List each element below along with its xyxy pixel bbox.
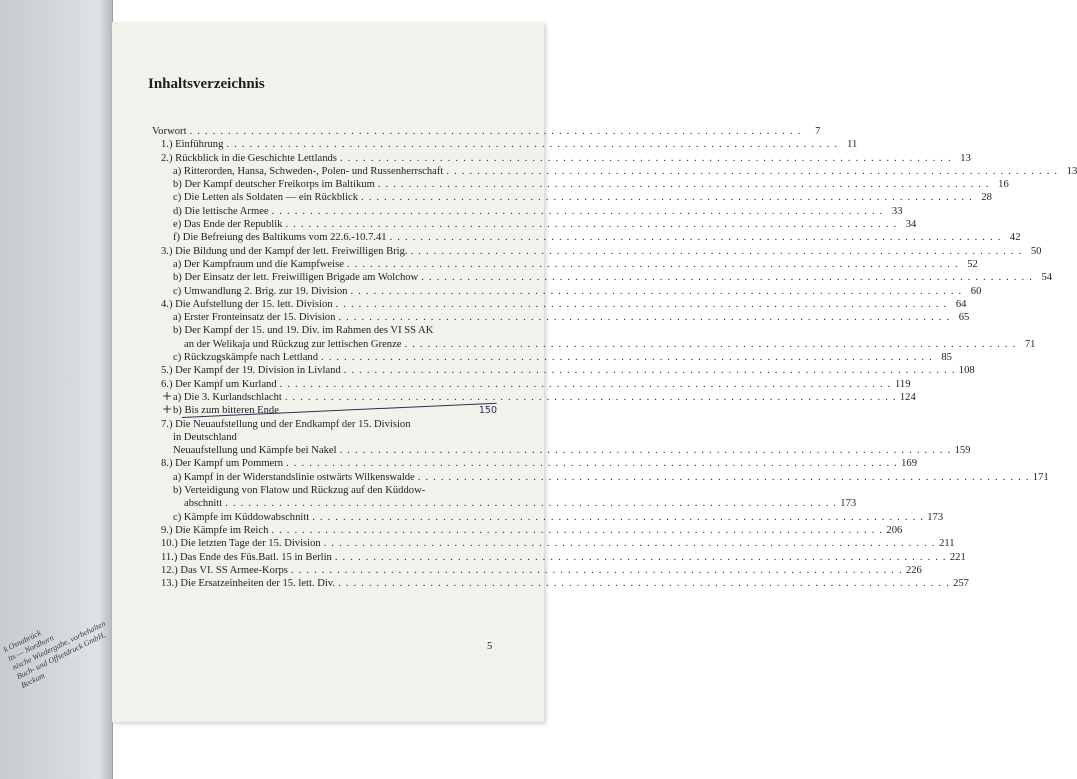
toc-entry-title: 12.) Das VI. SS Armee-Korps xyxy=(161,564,288,576)
toc-page-number: 159 xyxy=(954,445,971,457)
toc-entry xyxy=(152,484,497,497)
toc-page-number: 60 xyxy=(970,285,982,297)
toc-page-number: 13 xyxy=(1066,165,1077,177)
toc-entry-title: 8.) Der Kampf um Pommern xyxy=(161,458,284,470)
toc-entry xyxy=(152,497,857,510)
toc-leader-dots: . . . . . . . . . . . . . . . . . . . . . . . . . . . . . . . . . . . . . . . . . . . . . . . . . . . . . . . . . . . . . . . . . . . . . . . . . . . . . . . . xyxy=(339,445,952,457)
toc-page-number: 173 xyxy=(840,498,857,510)
toc-entry-title: a) Der Kampfraum und die Kampfweise xyxy=(173,258,344,270)
toc-leader-dots: . . . . . . . . . . . . . . . . . . . . . . . . . . . . . . . . . . . . . . . . . . . . . . . . . . . . . . . . . . . . . . . . . . . . . . . . . . . . . . . . xyxy=(339,152,952,164)
toc-entry xyxy=(152,298,967,311)
imprint-text: k Osnabrück its — Nordhorn nische Wiedergabe, vorbehalten Buch- und Offsetdruck GmbH, Beckum xyxy=(2,619,107,691)
toc-page-number: 65 xyxy=(958,312,970,324)
toc-entry-title: 3.) Die Bildung und der Kampf der lett. Freiwilligen Brig. xyxy=(161,245,408,257)
toc-page-number: 173 xyxy=(927,511,944,523)
toc-entry-title: a) Die 3. Kurlandschlacht xyxy=(173,391,282,403)
toc-leader-dots: . . . . . . . . . . . . . . . . . . . . . . . . . . . . . . . . . . . . . . . . . . . . . . . . . . . . . . . . . . . . . . . . . . . . . . . . . . . . . . . . xyxy=(334,551,947,563)
toc-entry-title: an der Welikaja und Rückzug zur lettischen Grenze xyxy=(184,338,402,350)
toc-page-number: 211 xyxy=(939,538,955,550)
toc-leader-dots: . . . . . . . . . . . . . . . . . . . . . . . . . . . . . . . . . . . . . . . . . . . . . . . . . . . . . . . . . . . . . . . . . . . . . . . . . . . . . . . . xyxy=(421,272,1034,284)
toc-entry xyxy=(152,351,952,364)
toc-entry xyxy=(152,378,911,391)
toc-entry xyxy=(152,258,978,271)
toc-leader-dots: . . . . . . . . . . . . . . . . . . . . . . . . . . . . . . . . . . . . . . . . . . . . . . . . . . . . . . . . . . . . . . . . . . . . . . . . . . . . . . . . xyxy=(284,391,897,403)
toc-entry xyxy=(152,231,1021,244)
table-of-contents xyxy=(152,125,1077,590)
toc-entry xyxy=(152,431,497,444)
toc-leader-dots: . . . . . . . . . . . . . . . . . . . . . . . . . . . . . . . . . . . . . . . . . . . . . . . . . . . . . . . . . . . . . . . . . . . . . . . . . . . . . . . . xyxy=(290,564,903,576)
toc-entry-title: d) Die lettische Armee xyxy=(173,205,269,217)
toc-entry xyxy=(152,178,1009,191)
toc-page-number: 7 xyxy=(815,126,821,137)
page-number: 5 xyxy=(487,641,493,652)
book-page xyxy=(112,22,1077,722)
toc-entry xyxy=(152,218,917,231)
toc-entry-title: 11.) Das Ende des Füs.Batl. 15 in Berlin xyxy=(161,551,332,563)
toc-entry-title: b) Bis zum bitteren Ende xyxy=(173,405,279,417)
toc-leader-dots: . . . . . . . . . . . . . . . . . . . . . . . . . . . . . . . . . . . . . . . . . . . . . . . . . . . . . . . . . . . . . . . . . . . . . . . . . . . . . . . . xyxy=(323,538,936,550)
toc-leader-dots: . . . . . . . . . . . . . . . . . . . . . . . . . . . . . . . . . . . . . . . . . . . . . . . . . . . . . . . . . . . . . . . . . . . . . . . . . . . . . . . . xyxy=(446,165,1059,177)
toc-entry xyxy=(152,511,944,524)
page-title: Inhaltsverzeichnis xyxy=(148,76,265,92)
toc-entry-title: 13.) Die Ersatzeinheiten der 15. lett. Div. xyxy=(161,578,336,590)
facing-page xyxy=(0,0,113,779)
toc-entry-title: c) Rückzugskämpfe nach Lettland xyxy=(173,352,319,364)
toc-page-number: 150 xyxy=(478,405,497,417)
toc-entry xyxy=(152,245,1042,258)
toc-leader-dots: . . . . . . . . . . . . . . . . . . . . . . . . . . . . . . . . . . . . . . . . . . . . . . . . . . . . . . . . . . . . . . . . . . . . . . . . . . . . . . . . xyxy=(286,458,899,470)
toc-entry-title: 5.) Der Kampf der 19. Division in Livland xyxy=(161,365,341,377)
toc-entry-title: a) Erster Fronteinsatz der 15. Division xyxy=(173,312,336,324)
toc-page-number: 54 xyxy=(1041,272,1053,284)
toc-leader-dots: . . . . . . . . . . . . . . . . . . . . . . . . . . . . . . . . . . . . . . . . . . . . . . . . . . . . . . . . . . . . . . . . . . . . . . . . . . . . . . . . xyxy=(335,298,948,310)
toc-entry xyxy=(152,388,916,404)
toc-leader-dots: . . . . . . . . . . . . . . . . . . . . . . . . . . . . . . . . . . . . . . . . . . . . . . . . . . . . . . . . . . . . . . . . . . . . . . . . . . . . . . . . xyxy=(279,378,892,390)
toc-page-number: 85 xyxy=(941,352,952,364)
toc-leader-dots: . . . . . . . . . . . . . . . . . . . . . . . . . . . . . . . . . . . . . . . . . . . . . . . . . . . . . . . . . . . . . . . . . . . . . . . . . . . . . . . . xyxy=(338,312,951,324)
toc-entry xyxy=(152,324,497,337)
toc-page-number: 119 xyxy=(895,378,911,390)
toc-entry-title: a) Kampf in der Widerstandslinie ostwärts Wilkenswalde xyxy=(173,471,415,483)
toc-entry xyxy=(152,165,1077,178)
toc-entry-title: c) Kämpfe im Küddowabschnitt xyxy=(173,511,310,523)
toc-leader-dots: . . . . . . . . . . . . . . . . . . . . . . . . . . . . . . . . . . . . . . . . . . . . . . . . . . . . . . . . . . . . . . . . . . . . . . . . . . . . . . . . xyxy=(350,285,963,297)
handwritten-mark-icon: + xyxy=(162,402,173,417)
toc-page-number: 13 xyxy=(960,152,971,164)
toc-entry-title: b) Der Kampf deutscher Freikorps im Baltikum xyxy=(173,179,375,191)
toc-leader-dots: . . . . . . . . . . . . . . . . . . . . . . . . . . . . . . . . . . . . . . . . . . . . . . . . . . . . . . . . . . . . . . . . . . . . . . . . . . . . . . . . xyxy=(338,578,950,590)
toc-page-number: 221 xyxy=(949,551,966,563)
toc-leader-dots: . . . . . . . . . . . . . . . . . . . . . . . . . . . . . . . . . . . . . . . . . . . . . . . . . . . . . . . . . . . . . . . . . . . . . . . . . . . . . . . . xyxy=(343,365,956,377)
toc-leader-dots: . . . . . . . . . . . . . . . . . . . . . . . . . . . . . . . . . . . . . . . . . . . . . . . . . . . . . . . . . . . . . . . . . . . . . . . . . . . . . . . . xyxy=(285,219,898,231)
toc-entry xyxy=(152,205,903,218)
toc-leader-dots: . . . . . . . . . . . . . . . . . . . . . . . . . . . . . . . . . . . . . . . . . . . . . . . . . . . . . . . . . . . . . . . . . . . . . . . . . . . . . . . . xyxy=(417,471,1030,483)
toc-entry xyxy=(152,125,821,138)
toc-entry-title: abschnitt xyxy=(184,498,223,510)
toc-entry-title: a) Ritterorden, Hansa, Schweden-, Polen- und Russenherrschaft xyxy=(173,165,444,177)
toc-entry xyxy=(152,364,975,377)
toc-entry xyxy=(152,338,1036,351)
toc-leader-dots: . . . . . . . . . . . . . . . . . . . . . . . . . . . . . . . . . . . . . . . . . . . . . . . . . . . . . . . . . . . . . . . . . . . . . . . . . . . . . . . . xyxy=(226,139,839,151)
toc-leader-dots: . . . . . . . . . . . . . . . . . . . . . . . . . . . . . . . . . . . . . . . . . . . . . . . . . . . . . . . . . . . . . . . . . . . . . . . . . . . . . . . . xyxy=(271,524,884,536)
toc-page-number: 169 xyxy=(901,458,918,470)
toc-entry-title: f) Die Befreiung des Baltikums vom 22.6.-10.7.41 xyxy=(173,232,387,244)
toc-entry xyxy=(152,285,982,298)
toc-page-number: 226 xyxy=(905,564,922,576)
toc-entry-title: 7.) Die Neuaufstellung und der Endkampf der 15. Division xyxy=(161,418,411,430)
toc-leader-dots: . . . . . . . . . . . . . . . . . . . . . . . . . . . . . . . . . . . . . . . . . . . . . . . . . . . . . . . . . . . . . . . . . . . . . . . . . . . . . . . . xyxy=(189,126,802,137)
toc-entry-title: b) Der Kampf der 15. und 19. Div. im Rahmen des VI SS AK xyxy=(173,325,434,337)
toc-page-number: 42 xyxy=(1009,232,1021,244)
toc-page-number: 171 xyxy=(1032,471,1049,483)
toc-entry xyxy=(152,471,1049,484)
toc-page-number: 124 xyxy=(899,391,916,403)
toc-page-number: 108 xyxy=(958,365,975,377)
toc-entry xyxy=(152,311,970,324)
toc-page-number: 33 xyxy=(891,205,903,217)
toc-leader-dots: . . . . . . . . . . . . . . . . . . . . . . . . . . . . . . . . . . . . . . . . . . . . . . . . . . . . . . . . . . . . . . . . . . . . . . . . . . . . . . . . xyxy=(361,192,973,204)
toc-entry xyxy=(152,577,969,590)
toc-leader-dots: . . . . . . . . . . . . . . . . . . . . . . . . . . . . . . . . . . . . . . . . . . . . . . . . . . . . . . . . . . . . . . . . . . . . . . . . . . . . . . . . xyxy=(404,338,1017,350)
toc-entry-title: b) Der Einsatz der lett. Freiwilligen Brigade am Wolchow xyxy=(173,272,419,284)
toc-entry-title: Neuaufstellung und Kämpfe bei Nakel xyxy=(173,445,337,457)
toc-entry-title: c) Die Letten als Soldaten — ein Rückblick xyxy=(173,192,359,204)
toc-entry-title: 6.) Der Kampf um Kurland xyxy=(161,378,277,390)
toc-leader-dots: . . . . . . . . . . . . . . . . . . . . . . . . . . . . . . . . . . . . . . . . . . . . . . . . . . . . . . . . . . . . . . . . . . . . . . . . . . . . . . . . xyxy=(321,352,933,364)
toc-entry-title: 4.) Die Aufstellung der 15. lett. Division xyxy=(161,298,333,310)
toc-entry-title: 10.) Die letzten Tage der 15. Division xyxy=(161,538,321,550)
toc-page-number: 28 xyxy=(981,192,992,204)
toc-page-number: 11 xyxy=(847,139,858,151)
toc-entry xyxy=(152,444,971,457)
toc-entry xyxy=(152,457,918,470)
toc-entry-title: e) Das Ende der Republik xyxy=(173,219,283,231)
toc-entry xyxy=(152,537,955,550)
toc-page-number: 34 xyxy=(905,219,917,231)
toc-entry-title: 9.) Die Kämpfe im Reich xyxy=(161,524,269,536)
toc-page-number: 52 xyxy=(967,258,978,270)
toc-entry xyxy=(152,418,497,431)
toc-entry xyxy=(152,564,922,577)
toc-entry-title: b) Verteidigung von Flatow und Rückzug auf den Küddow- xyxy=(173,485,426,497)
toc-entry-title: c) Umwandlung 2. Brig. zur 19. Division xyxy=(173,285,348,297)
toc-page-number: 64 xyxy=(955,298,967,310)
toc-entry xyxy=(152,191,992,204)
toc-leader-dots: . . . . . . . . . . . . . . . . . . . . . . . . . . . . . . . . . . . . . . . . . . . . . . . . . . . . . . . . . . . . . . . . . . . . . . . . . . . . . . . . xyxy=(410,245,1023,257)
toc-leader-dots: . . . . . . . . . . . . . . . . . . . . . . . . . . . . . . . . . . . . . . . . . . . . . . . . . . . . . . . . . . . . . . . . . . . . . . . . . . . . . . . . xyxy=(225,498,838,510)
toc-leader-dots: . . . . . . . . . . . . . . . . . . . . . . . . . . . . . . . . . . . . . . . . . . . . . . . . . . . . . . . . . . . . . . . . . . . . . . . . . . . . . . . . xyxy=(377,179,990,191)
toc-entry-title: 2.) Rückblick in die Geschichte Lettlands xyxy=(161,152,337,164)
toc-entry xyxy=(152,551,966,564)
toc-entry xyxy=(152,524,903,537)
toc-leader-dots: . . . . . . . . . . . . . . . . . . . . . . . . . . . . . . . . . . . . . . . . . . . . . . . . . . . . . . . . . . . . . . . . . . . . . . . . . . . . . . . . xyxy=(346,258,959,270)
toc-page-number: 16 xyxy=(998,179,1009,191)
toc-leader-dots: . . . . . . . . . . . . . . . . . . . . . . . . . . . . . . . . . . . . . . . . . . . . . . . . . . . . . . . . . . . . . . . . . . . . . . . . . . . . . . . . xyxy=(312,511,925,523)
toc-leader-dots: . . . . . . . . . . . . . . . . . . . . . . . . . . . . . . . . . . . . . . . . . . . . . . . . . . . . . . . . . . . . . . . . . . . . . . . . . . . . . . . . xyxy=(271,205,884,217)
toc-entry-title: 1.) Einführung xyxy=(161,139,224,151)
toc-page-number: 71 xyxy=(1024,338,1036,350)
toc-page-number: 50 xyxy=(1030,245,1042,257)
toc-entry-title: Vorwort xyxy=(152,126,187,137)
toc-page-number: 257 xyxy=(953,578,969,590)
toc-entry xyxy=(152,271,1053,284)
toc-entry xyxy=(152,404,497,417)
toc-entry-title: in Deutschland xyxy=(173,431,237,443)
handwritten-mark-icon: + xyxy=(162,388,173,403)
toc-entry xyxy=(152,138,858,151)
toc-entry xyxy=(152,152,971,165)
toc-page-number: 206 xyxy=(886,524,903,536)
toc-leader-dots: . . . . . . . . . . . . . . . . . . . . . . . . . . . . . . . . . . . . . . . . . . . . . . . . . . . . . . . . . . . . . . . . . . . . . . . . . . . . . . . . xyxy=(389,232,1002,244)
